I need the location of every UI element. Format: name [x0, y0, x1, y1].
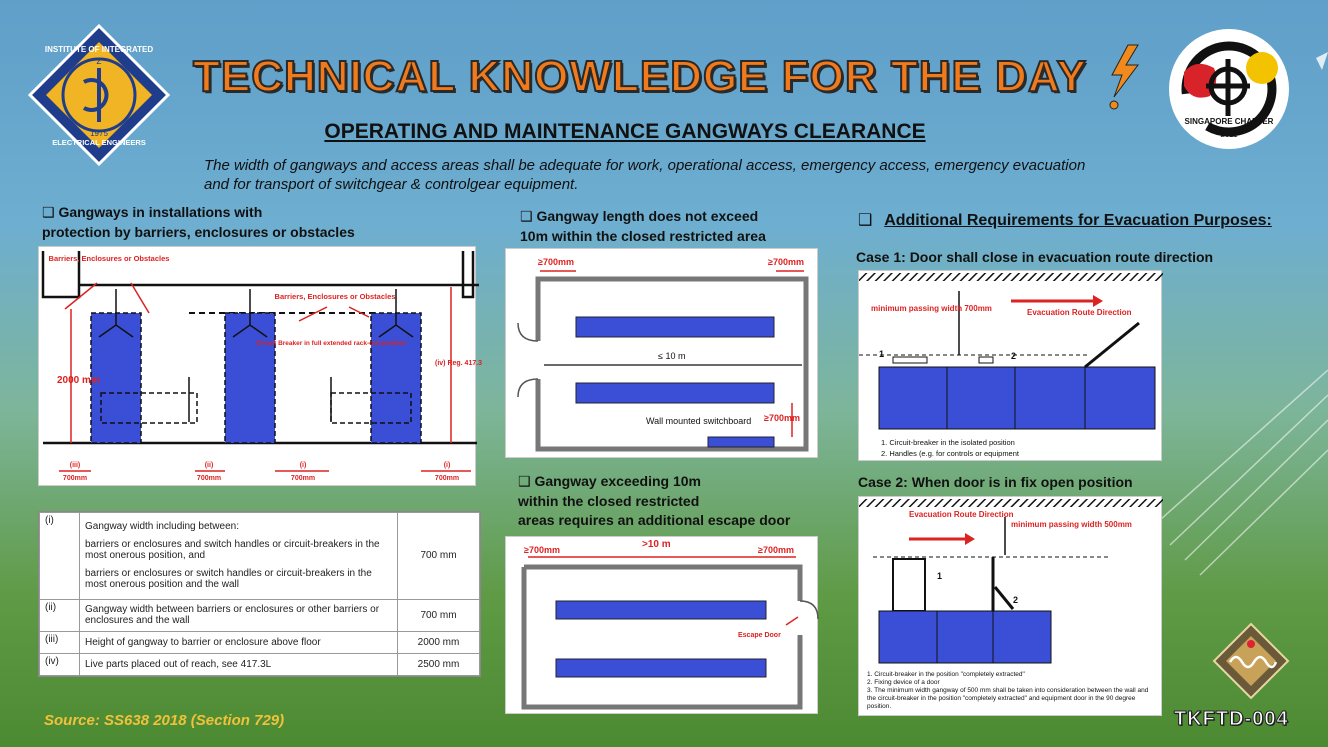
diagram-barriers — [38, 246, 483, 486]
section4-heading-text: Additional Requirements for Evacuation Purposes: — [884, 212, 1272, 229]
case2-n1: 1 — [937, 571, 943, 581]
case2-title: Case 2: When door is in fix open position — [858, 474, 1133, 490]
section1-heading-line1: Gangways in installations with — [58, 204, 263, 220]
table-cell-value: 700 mm — [398, 513, 480, 600]
section1-heading-line2: protection by barriers, enclosures or obstacles — [42, 224, 355, 240]
d2-wall-label: Wall mounted switchboard — [646, 416, 752, 426]
case1-n1: 1 — [879, 349, 885, 359]
table-desc-line: Gangway width including between: — [85, 521, 239, 533]
d2-length-label: ≤ 10 m — [658, 351, 686, 361]
table-cell-num: (iii) — [40, 631, 80, 653]
iiee-logo — [28, 24, 170, 166]
d1-m2v: 700mm — [196, 475, 222, 482]
d1-m3v: 700mm — [290, 475, 316, 482]
page-title: TECHNICAL KNOWLEDGE FOR THE DAY — [193, 52, 1087, 101]
iiee-ring-top: INSTITUTE OF INTEGRATED — [44, 45, 154, 54]
intro-text: The width of gangways and access areas shall be adequate for work, operational access, emergency access, emergency evacuation and for transport of switchgear & controlgear equipment. — [204, 157, 1086, 193]
section2-heading-line2: 10m within the closed restricted area — [520, 228, 766, 244]
source-text: Source: SS638 2018 (Section 729) — [44, 712, 285, 729]
section4-heading — [858, 210, 1298, 230]
section2-heading-line1: Gangway length does not exceed — [536, 208, 759, 224]
diagram-long-gangway — [505, 536, 818, 714]
case2-n2: 2 — [1013, 595, 1019, 605]
section3-heading-line1: Gangway exceeding 10m — [534, 473, 701, 489]
table-cell-value: 700 mm — [398, 599, 480, 631]
section3-heading — [518, 472, 818, 530]
checkbox-icon: ❑ — [520, 209, 533, 225]
case1-title: Case 1: Door shall close in evacuation route direction — [856, 249, 1214, 265]
table-cell-num: (ii) — [40, 599, 80, 631]
case2-notes — [867, 671, 1157, 711]
d1-barriers-label-2: Barriers, Enclosures or Obstacles — [274, 292, 396, 301]
case2-note-2: 2. Fixing device of a door — [867, 679, 940, 686]
case2-route-label: Evacuation Route Direction — [909, 510, 1014, 519]
d3-right-label: ≥700mm — [758, 545, 794, 555]
d2-right-label: ≥700mm — [768, 257, 804, 267]
chapter-logo — [1166, 24, 1292, 154]
table-cell-num: (i) — [40, 513, 80, 600]
d2-left-label: ≥700mm — [538, 257, 574, 267]
diagram-case2 — [858, 496, 1162, 716]
case1-route-label: Evacuation Route Direction — [1027, 308, 1132, 317]
table-row — [40, 513, 480, 600]
diagram-short-gangway — [505, 248, 818, 458]
table-cell-desc: Gangway width between barriers or enclosures or other barriers or enclosures and the wall — [80, 599, 398, 631]
d1-m1: (iii) — [69, 462, 81, 469]
case1-passing-label: minimum passing width 700mm — [871, 304, 992, 313]
table-cell-value: 2000 mm — [398, 631, 480, 653]
d1-m3: (i) — [299, 462, 307, 469]
case1-n2: 2 — [1011, 351, 1017, 361]
table-row — [40, 653, 480, 675]
d1-iv-label: (iv) Reg. 417.3 — [435, 360, 483, 367]
gangway-table — [38, 511, 481, 677]
d1-barriers-label-1: Barriers, Enclosures or Obstacles — [48, 254, 170, 263]
d2-bottom-label: ≥700mm — [764, 413, 800, 423]
table-cell-desc: Height of gangway to barrier or enclosure above floor — [80, 631, 398, 653]
d1-m4v: 700mm — [434, 475, 460, 482]
section3-heading-line2: within the closed restricted — [518, 493, 700, 509]
iiee-ring-bottom: ELECTRICAL ENGINEERS — [52, 138, 146, 147]
section1-heading — [42, 203, 482, 242]
checkbox-icon: ❑ — [42, 205, 55, 221]
chapter-name: SINGAPORE CHAPTER — [1184, 117, 1274, 126]
d1-height-label: 2000 mm — [57, 375, 100, 386]
table-desc-line: barriers or enclosures and switch handles or circuit-breakers in the most onerous position, and — [85, 539, 380, 562]
d3-door-label: Escape Door — [738, 632, 781, 639]
d1-m2: (ii) — [204, 462, 214, 469]
section2-heading — [520, 207, 820, 246]
page-subtitle: OPERATING AND MAINTENANCE GANGWAYS CLEARANCE — [324, 120, 926, 143]
d3-length-label: >10 m — [642, 539, 671, 550]
table-row — [40, 631, 480, 653]
case2-passing-label: minimum passing width 500mm — [1011, 520, 1132, 529]
doc-code: TKFTD-004 — [1174, 708, 1289, 730]
iiee-year: 1975 — [90, 129, 108, 138]
case1-note-2: 2. Handles (e.g. for controls or equipment — [881, 449, 1019, 458]
section3-heading-line3: areas requires an additional escape door — [518, 512, 791, 528]
case2-note-3: 3. The minimum width gangway of 500 mm shall be taken into consideration between the wall and the circuit-breaker in the position "completely extracted" and equipment door in the 90 degree position. — [867, 687, 1149, 710]
case1-note-1: 1. Circuit-breaker in the isolated position — [881, 438, 1015, 447]
table-desc-line: barriers or enclosures or switch handles or circuit-breakers in the most onerous position and the wall — [85, 568, 372, 591]
table-cell-desc: Live parts placed out of reach, see 417.3L — [80, 653, 398, 675]
d3-left-label: ≥700mm — [524, 545, 560, 555]
table-cell-desc — [80, 513, 398, 600]
d1-breaker-label: Circuit Breaker in full extended rack-out position — [255, 340, 407, 347]
checkbox-icon: ❑ — [518, 474, 531, 490]
case2-note-1: 1. Circuit-breaker in the position "completely extracted" — [867, 671, 1025, 678]
lightning-exclaim-icon — [1098, 45, 1144, 111]
chapter-year: 2011 — [1220, 130, 1238, 139]
svg-text:Z: Z — [96, 57, 102, 66]
table-cell-value: 2500 mm — [398, 653, 480, 675]
table-row — [40, 599, 480, 631]
table-cell-num: (iv) — [40, 653, 80, 675]
d1-m4: (i) — [443, 462, 451, 469]
checkbox-icon: ❑ — [858, 210, 873, 229]
emblem-icon — [1212, 622, 1290, 700]
diagram-case1 — [858, 270, 1162, 461]
d1-m1v: 700mm — [62, 475, 88, 482]
